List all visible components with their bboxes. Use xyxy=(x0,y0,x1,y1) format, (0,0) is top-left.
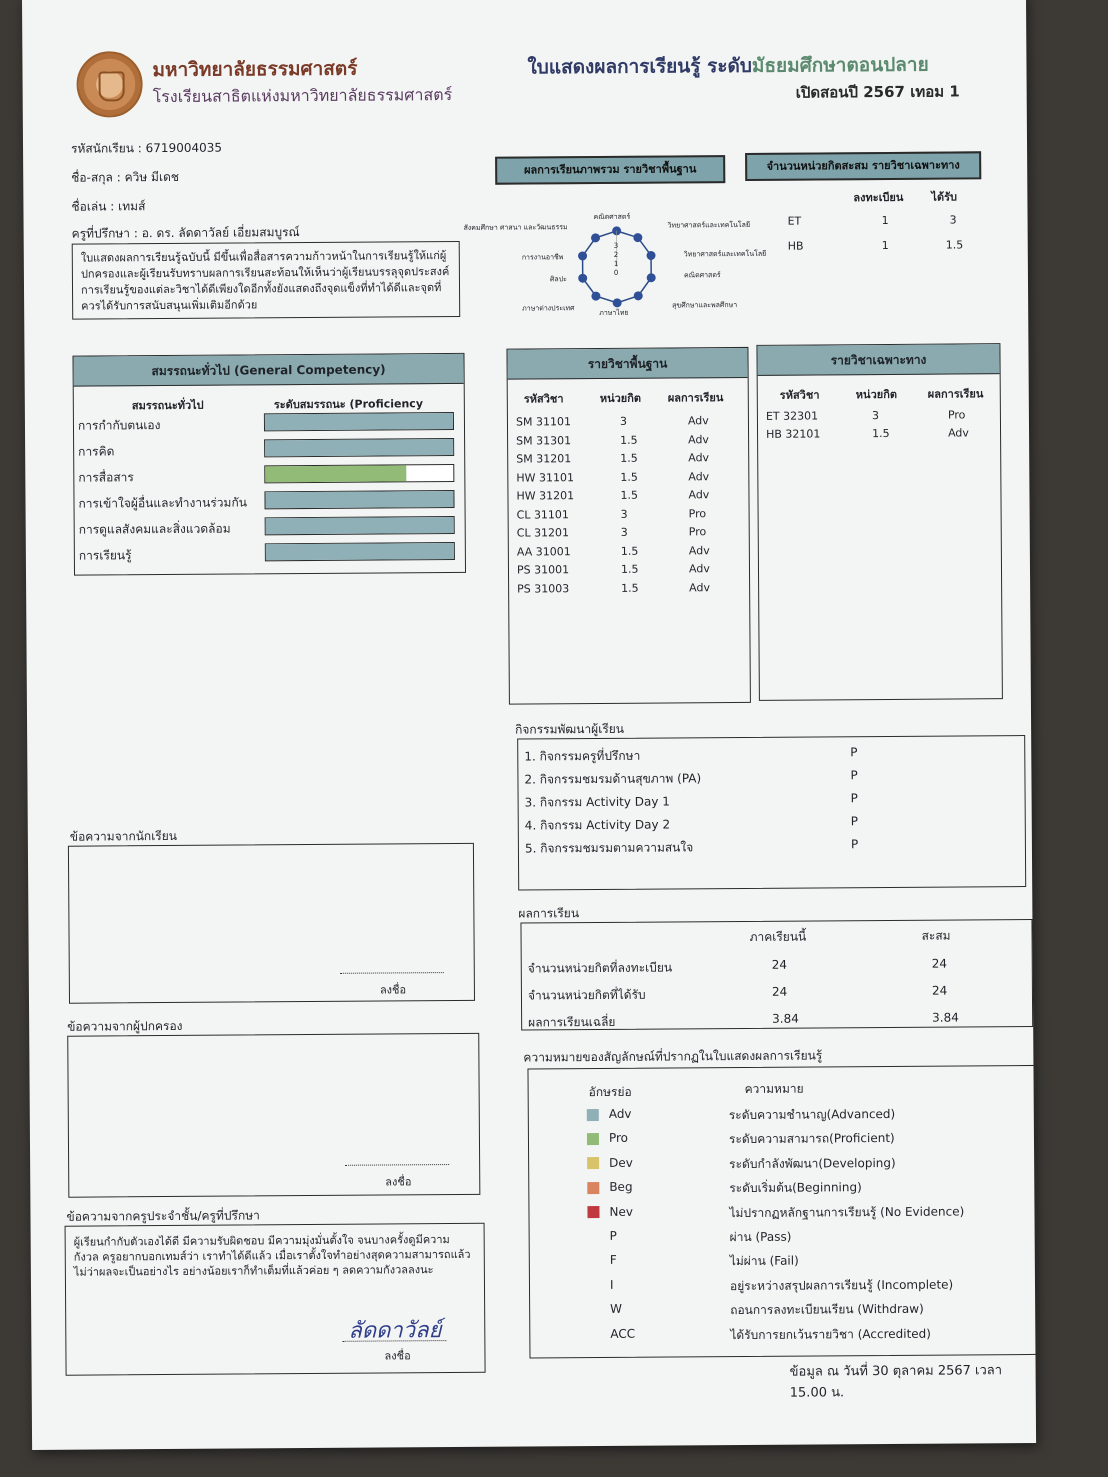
table-row xyxy=(508,488,748,508)
legend-item xyxy=(529,1128,1035,1152)
legend-abbr-text: F xyxy=(609,1253,617,1268)
credits-col-registered: ลงทะเบียน xyxy=(853,190,904,205)
activities-title: กิจกรรมพัฒนาผู้เรียน xyxy=(515,721,625,737)
special-subjects-panel xyxy=(756,343,1002,701)
competency-label: การเรียนรู้ xyxy=(78,548,132,563)
activity-result: P xyxy=(850,745,858,760)
subject-credit: 1.5 xyxy=(620,470,638,484)
subject-grade: Adv xyxy=(687,414,709,428)
table-row xyxy=(508,414,748,434)
legend-abbr-text: ACC xyxy=(610,1326,636,1341)
table-row xyxy=(522,1010,1030,1034)
subject-credit: 1.5 xyxy=(620,562,639,576)
legend-meaning: ไม่ปรากฏหลักฐานการเรียนรู้ (No Evidence) xyxy=(729,1204,965,1220)
result-label: จำนวนหน่วยกิตที่ได้รับ xyxy=(527,987,646,1003)
credits-registered: 1 xyxy=(881,213,889,228)
activity-result: P xyxy=(850,814,859,829)
credits-header: จำนวนหน่วยกิตสะสม รายวิชาเฉพาะทาง xyxy=(745,151,981,181)
subject-credit: 1.5 xyxy=(621,581,639,595)
intro-text: ใบแสดงผลการเรียนรู้ฉบับนี้ มีขึ้นเพื่อสื่อสารความก้าวหน้าในการเรียนรู้ให้แก่ผู้ปกครองและผู้เรียนรับทราบผลการเรียนสะท้อนให้เห็นว่าผู้เรียนบรรลุจุดประสงค์การเรียนรู้ของแต่ละวิชาได้ดีเพียงใดอีกทั้งยังแสดงถึงจุดแข็งที่ทำได้ดีและจุดที่ควรได้รับการสนับสนุนเพิ่มเติมอีกด้วย xyxy=(72,241,461,320)
legend-item xyxy=(530,1299,1036,1323)
radar-labels xyxy=(463,207,767,319)
subject-code: SM 31101 xyxy=(515,415,571,429)
proficiency-bar-fill xyxy=(266,543,454,560)
results-col-total: สะสม xyxy=(921,928,951,943)
legend-meaning: ไม่ผ่าน (Fail) xyxy=(729,1253,799,1269)
signature-line xyxy=(340,972,444,974)
activity-result: P xyxy=(850,768,858,783)
legend-item xyxy=(529,1177,1035,1201)
subject-credit: 1.5 xyxy=(620,451,638,465)
competency-label: การคิด xyxy=(78,444,115,459)
legend-abbr-text: Pro xyxy=(608,1131,629,1146)
table-row xyxy=(508,451,748,471)
legend-abbr xyxy=(587,1131,628,1145)
proficiency-bar-fill xyxy=(265,465,406,482)
term-subtitle: เปิดสอนปี 2567 เทอม 1 xyxy=(795,82,960,102)
special-subjects-title: รายวิชาเฉพาะทาง xyxy=(757,344,999,376)
credits-code: ET xyxy=(787,214,802,228)
legend-abbr-text: I xyxy=(609,1277,614,1292)
table-row xyxy=(509,543,749,563)
activity-label: 3. กิจกรรม Activity Day 1 xyxy=(524,794,670,810)
radar-tick-label: 0 xyxy=(613,268,619,277)
list-item xyxy=(519,790,1019,813)
radar-axis-label: คณิตศาสตร์ xyxy=(683,271,721,280)
legend-item xyxy=(529,1153,1035,1177)
basic-col-grade: ผลการเรียน xyxy=(667,391,724,405)
subject-code: HB 32101 xyxy=(766,427,821,441)
legend-swatch xyxy=(588,1328,600,1340)
legend-item xyxy=(530,1250,1036,1274)
legend-item xyxy=(530,1324,1036,1348)
table-row xyxy=(758,408,998,428)
basic-subjects-panel xyxy=(506,347,750,705)
legend-meaning: ผ่าน (Pass) xyxy=(729,1229,792,1245)
radar-axis-label: การงานอาชีพ xyxy=(521,253,564,262)
proficiency-bar xyxy=(264,438,454,457)
basic-col-code: รหัสวิชา xyxy=(523,392,564,406)
legend-abbr xyxy=(587,1107,632,1121)
sign-label: ลงชื่อ xyxy=(385,1175,412,1189)
teacher-message-text: ผู้เรียนกำกับตัวเองได้ดี มีความรับผิดชอบ มีความมุ่งมั่นตั้งใจ จนบางครั้งดูมีความกังวล ครูอยากบอกเทมส์ว่า เราทำได้ดีแล้ว เมื่อเราตั้งใจทำอย่างสุดความสามารถแล้ว ไม่ว่าผลจะเป็นอย่างไร อย่างน้อยเราก็ทำเต็มที่แล้วค่อย ๆ ลดความกังวลลงนะ xyxy=(73,1233,471,1279)
legend-abbr xyxy=(588,1229,617,1243)
legend-meaning: ถอนการลงทะเบียนเรียน (Withdraw) xyxy=(730,1301,924,1318)
result-term: 24 xyxy=(771,957,788,972)
results-col-term: ภาคเรียนนี้ xyxy=(749,929,807,944)
activity-label: 1. กิจกรรมครูที่ปรึกษา xyxy=(524,748,641,764)
legend-meaning: ระดับความสามารถ(Proficient) xyxy=(728,1131,895,1147)
credits-col-earned: ได้รับ xyxy=(931,190,958,204)
subject-grade: Pro xyxy=(688,506,707,520)
legend-abbr xyxy=(587,1180,632,1194)
report-sheet xyxy=(22,0,1036,1450)
result-term: 24 xyxy=(771,984,788,999)
subject-code: CL 31201 xyxy=(516,526,570,540)
student-message-title: ข้อความจากนักเรียน xyxy=(69,828,177,844)
legend-abbr xyxy=(588,1278,614,1292)
competency-col-level: ระดับสมรรถนะ (Proficiency xyxy=(273,397,424,412)
special-col-code: รหัสวิชา xyxy=(779,388,820,402)
legend-abbr xyxy=(588,1253,617,1267)
subject-code: AA 31001 xyxy=(516,544,571,559)
legend-col-meaning: ความหมาย xyxy=(744,1081,804,1096)
legend-meaning: ระดับความชำนาญ(Advanced) xyxy=(728,1106,896,1123)
university-name: มหาวิทยาลัยธรรมศาสตร์ xyxy=(152,57,358,82)
list-item xyxy=(518,744,1018,767)
legend-abbr xyxy=(588,1326,635,1340)
competency-col-name: สมรรถนะทั่วไป xyxy=(131,398,204,413)
result-total: 3.84 xyxy=(932,1010,959,1025)
legend-abbr xyxy=(588,1302,622,1316)
teacher-signature: ลัดดาวัลย์ xyxy=(348,1318,442,1344)
legend-item xyxy=(529,1202,1035,1226)
activity-result: P xyxy=(850,791,858,806)
subject-code: CL 31101 xyxy=(516,507,569,522)
footer-timestamp: ข้อมูล ณ วันที่ 30 ตุลาคม 2567 เวลา 15.00 น. xyxy=(789,1363,1003,1401)
legend-item xyxy=(530,1226,1036,1250)
proficiency-bar xyxy=(264,464,454,483)
legend-swatch xyxy=(588,1304,600,1316)
student-id: รหัสนักเรียน : 6719004035 xyxy=(70,140,223,156)
subject-credit: 1.5 xyxy=(620,433,638,447)
subject-credit: 3 xyxy=(620,507,628,521)
legend-abbr-text: W xyxy=(610,1302,623,1317)
competency-label: การสื่อสาร xyxy=(78,470,134,485)
activity-label: 4. กิจกรรม Activity Day 2 xyxy=(524,817,671,833)
activity-label: 5. กิจกรรมชมรมตามความสนใจ xyxy=(524,840,694,856)
competency-label: การกำกับตนเอง xyxy=(77,418,161,433)
legend-swatch xyxy=(587,1133,599,1145)
legend-swatch xyxy=(587,1109,599,1121)
subject-credit: 1.5 xyxy=(620,488,639,502)
legend-abbr-text: Dev xyxy=(609,1155,633,1170)
parent-message-box xyxy=(67,1033,480,1198)
radar-axis-label: คณิตศาสตร์ xyxy=(593,212,631,222)
subject-code: SM 31201 xyxy=(516,452,572,466)
activities-box xyxy=(517,735,1026,891)
proficiency-bar-fill xyxy=(265,491,453,508)
proficiency-bar xyxy=(265,542,455,561)
result-term: 3.84 xyxy=(772,1011,799,1026)
table-row xyxy=(509,580,749,600)
subject-grade: Adv xyxy=(688,562,710,576)
subject-code: HW 31201 xyxy=(516,489,575,503)
title-level: มัธยมศึกษาตอนปลาย xyxy=(751,53,929,77)
subject-grade: Pro xyxy=(688,525,707,539)
legend-meaning: ระดับเริ่มต้น(Beginning) xyxy=(729,1180,862,1196)
proficiency-bar-fill xyxy=(266,517,454,534)
subject-grade: Adv xyxy=(688,469,710,483)
competency-label: การเข้าใจผู้อื่นและทำงานร่วมกัน xyxy=(78,495,247,511)
radar-tick-label: 1 xyxy=(613,259,619,268)
table-row xyxy=(509,562,749,582)
legend-abbr-text: P xyxy=(609,1228,617,1243)
teacher-message-title: ข้อความจากครูประจำชั้น/ครูที่ปรึกษา xyxy=(66,1208,260,1224)
subject-grade: Adv xyxy=(948,426,969,440)
radar-axis-label: สุขศึกษาและพลศึกษา xyxy=(672,301,738,310)
result-label: ผลการเรียนเฉลี่ย xyxy=(528,1014,616,1030)
result-label: จำนวนหน่วยกิตที่ลงทะเบียน xyxy=(527,960,673,976)
result-total: 24 xyxy=(931,956,948,971)
result-total: 24 xyxy=(931,983,948,998)
subject-credit: 3 xyxy=(871,409,879,423)
credits-code: HB xyxy=(787,239,804,253)
legend-swatch xyxy=(587,1206,599,1218)
title-main: ใบแสดงผลการเรียนรู้ ระดับ xyxy=(527,54,752,79)
legend-box xyxy=(527,1065,1039,1359)
subject-code: SM 31301 xyxy=(516,433,572,448)
proficiency-bar-fill xyxy=(265,439,453,456)
basic-col-credit: หน่วยกิต xyxy=(599,391,642,405)
radar-axis-label: วิทยาศาสตร์และเทคโนโลยี xyxy=(683,249,767,259)
list-item xyxy=(518,767,1018,790)
table-row xyxy=(509,525,749,545)
legend-swatch xyxy=(587,1157,599,1169)
proficiency-bar xyxy=(264,490,454,509)
table-row xyxy=(522,983,1030,1007)
subject-code: PS 31003 xyxy=(517,581,570,596)
legend-swatch xyxy=(588,1255,600,1267)
list-item xyxy=(519,813,1019,836)
proficiency-bar-fill xyxy=(265,413,453,430)
subject-code: ET 32301 xyxy=(765,409,819,423)
subject-grade: Adv xyxy=(688,432,709,446)
subject-code: PS 31001 xyxy=(516,563,570,577)
list-item xyxy=(519,836,1019,859)
sign-label: ลงชื่อ xyxy=(384,1349,411,1363)
activity-result: P xyxy=(850,837,859,852)
subject-credit: 1.5 xyxy=(620,544,639,558)
advisor-name: ครูที่ปรึกษา : อ. ดร. ลัดดาวัลย์ เอี่ยมสมบูรณ์ xyxy=(71,225,300,241)
basic-subjects-title: รายวิชาพื้นฐาน xyxy=(507,348,747,380)
subject-grade: Adv xyxy=(688,543,710,557)
legend-swatch xyxy=(588,1279,600,1291)
legend-abbr xyxy=(587,1204,633,1218)
student-name: ชื่อ-สกุล : ควิษ มีเดช xyxy=(71,169,180,185)
parent-message-title: ข้อความจากผู้ปกครอง xyxy=(67,1018,183,1034)
student-message-box xyxy=(68,843,475,1004)
special-col-credit: หน่วยกิต xyxy=(855,387,898,402)
radar-tick-label: 3 xyxy=(613,241,619,250)
table-row xyxy=(508,469,748,489)
university-seal-icon xyxy=(76,51,142,117)
subject-grade: Adv xyxy=(689,580,710,594)
activity-label: 2. กิจกรรมชมรมด้านสุขภาพ (PA) xyxy=(524,771,702,787)
subject-grade: Adv xyxy=(688,488,710,502)
radar-tick-label: 2 xyxy=(613,250,619,259)
legend-abbr-text: Beg xyxy=(609,1179,633,1195)
subject-credit: 3 xyxy=(619,414,628,428)
legend-swatch xyxy=(588,1230,600,1242)
legend-item xyxy=(529,1104,1035,1128)
teacher-message-box xyxy=(65,1223,486,1376)
legend-swatch xyxy=(587,1182,599,1194)
legend-col-abbr: อักษรย่อ xyxy=(588,1084,632,1100)
legend-abbr xyxy=(587,1156,633,1170)
legend-abbr-text: Adv xyxy=(608,1106,632,1121)
table-row xyxy=(522,956,1030,980)
overview-header: ผลการเรียนภาพรวม รายวิชาพื้นฐาน xyxy=(495,155,725,185)
legend-meaning: ระดับกำลังพัฒนา(Developing) xyxy=(729,1155,896,1171)
radar-axis-label: ภาษาไทย xyxy=(599,308,629,317)
student-nickname: ชื่อเล่น : เทมส์ xyxy=(71,199,146,214)
legend-meaning: ได้รับการยกเว้นรายวิชา (Accredited) xyxy=(730,1326,931,1342)
subject-grade: Pro xyxy=(947,408,966,422)
subject-code: HW 31101 xyxy=(516,470,575,485)
school-name: โรงเรียนสาธิตแห่งมหาวิทยาลัยธรรมศาสตร์ xyxy=(152,84,453,107)
credits-earned: 1.5 xyxy=(945,238,964,252)
sign-label: ลงชื่อ xyxy=(379,983,407,997)
results-title: ผลการเรียน xyxy=(518,906,580,921)
results-box xyxy=(520,919,1033,1031)
proficiency-bar xyxy=(265,516,455,535)
competency-panel xyxy=(72,353,466,576)
document-title xyxy=(527,50,928,83)
subject-grade: Adv xyxy=(688,451,710,465)
legend-item xyxy=(530,1275,1036,1299)
subject-credit: 1.5 xyxy=(872,426,890,441)
legend-abbr-text: Nev xyxy=(609,1204,633,1219)
radar-axis-label: ศิลปะ xyxy=(549,275,567,284)
legend-title: ความหมายของสัญลักษณ์ที่ปรากฏในใบแสดงผลการเรียนรู้ xyxy=(523,1048,823,1065)
competency-title: สมรรถนะทั่วไป (General Competency) xyxy=(73,354,463,387)
credits-registered: 1 xyxy=(881,238,889,253)
radar-axis-label: ภาษาต่างประเทศ xyxy=(522,304,575,313)
special-col-grade: ผลการเรียน xyxy=(927,387,984,401)
credits-earned: 3 xyxy=(949,213,957,227)
signature-line xyxy=(345,1164,449,1166)
radar-axis-label: วิทยาศาสตร์และเทคโนโลยี xyxy=(667,220,751,230)
legend-meaning: อยู่ระหว่างสรุปผลการเรียนรู้ (Incomplete) xyxy=(729,1277,954,1293)
subject-credit: 3 xyxy=(620,525,628,539)
table-row xyxy=(509,506,749,526)
proficiency-bar xyxy=(264,412,454,431)
table-row xyxy=(758,426,998,446)
table-row xyxy=(508,432,748,452)
radar-axis-label: สังคมศึกษา ศาสนา และวัฒนธรรม xyxy=(463,223,568,232)
competency-label: การดูแลสังคมและสิ่งแวดล้อม xyxy=(78,521,231,537)
